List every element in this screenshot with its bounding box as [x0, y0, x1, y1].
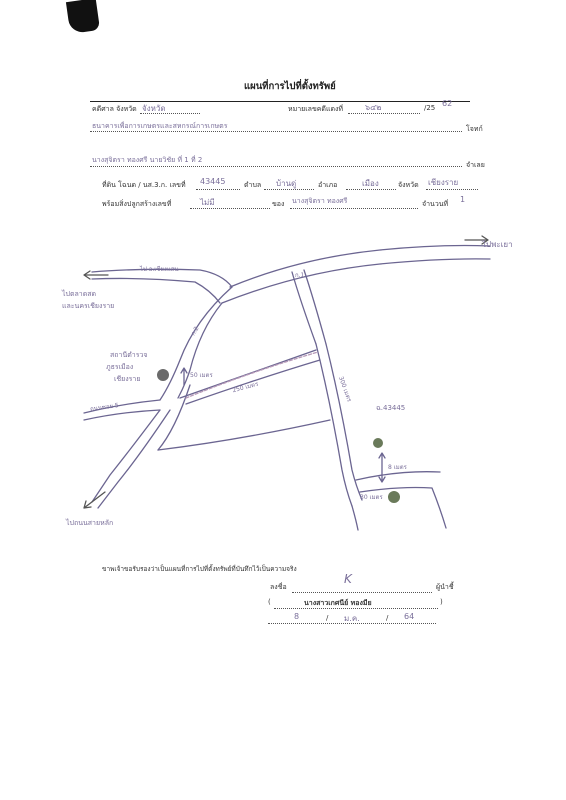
- open-paren: (: [268, 598, 271, 606]
- road-inner-bottom: [158, 420, 330, 450]
- defendant-label: จำเลย: [466, 161, 485, 169]
- map-label-temple: สถานีตำรวจ: [110, 351, 148, 359]
- map-label-dist-30: 30 เมตร: [360, 494, 383, 501]
- building-value: ไม่มี: [200, 198, 215, 207]
- amphoe-value: เมือง: [362, 179, 379, 188]
- dotline: [274, 608, 438, 609]
- arrow-bottom-left: [84, 492, 105, 508]
- plaintiff-label: โจทก์: [466, 125, 483, 133]
- close-paren: ): [440, 598, 443, 606]
- road-bottom-right-3: [352, 506, 358, 530]
- date-sep-2: /: [386, 614, 389, 622]
- map-label-road-a2: ก.2: [189, 325, 201, 338]
- defendant-value: นางสุจิตรา ทองศรี นายวิชัย ที่ 1 ที่ 2: [92, 156, 203, 164]
- count-value: 1: [460, 195, 466, 204]
- road-top-left-lower: [92, 278, 220, 303]
- date-sep-1: /: [326, 614, 329, 622]
- dotline: [292, 592, 432, 593]
- map-label-bottom-left: ไปถนนสายหลัก: [66, 519, 114, 527]
- case-number-value: ๖๔๒: [365, 103, 382, 112]
- road-vertical-1: [292, 272, 316, 344]
- map-label-dist-250: 250 เมตร: [231, 380, 260, 395]
- road-bottom-right-1: [356, 472, 440, 480]
- map-label-left-top-2: และนครเชียงราย: [62, 302, 115, 310]
- sign-label: ลงชื่อ: [270, 583, 287, 591]
- map-label-dist-500: 300 เมตร: [336, 375, 353, 403]
- map-label-temple-2: ภูธรเมือง: [106, 363, 134, 371]
- building-label: พร้อมสิ่งปลูกสร้างเลขที่: [102, 200, 172, 208]
- certify-text: ขาพเจ้าขอรับรองว่าเป็นแผนที่การไปที่ตั้งทรัพย์ที่บันทึกไว้เป็นความจริง: [102, 565, 297, 573]
- tambon-value: บ้านดู่: [276, 179, 297, 188]
- land-number-value: 43445: [200, 177, 226, 186]
- land-marker-icon: [373, 438, 383, 448]
- signature: K: [344, 572, 352, 586]
- case-year-value: 62: [442, 99, 453, 108]
- map-label-dist-50: 50 เมตร: [190, 372, 213, 379]
- map-label-left-top: ไปตลาดสด: [62, 290, 97, 298]
- map-label-temple-3: เชียงราย: [114, 375, 141, 383]
- date-year: 64: [404, 612, 415, 621]
- map-label-land: ฉ.43445: [376, 404, 406, 412]
- dotline: [268, 623, 436, 624]
- map-label-to-phayao: ไปพะเยา: [482, 240, 513, 249]
- land-label: ที่ดิน โฉนด / นส.3.ก. เลขที่: [102, 181, 186, 189]
- map-label-to-chiangsaen: ไป อ.เชียงแสน: [140, 266, 179, 273]
- case-province-value: จังหวัด: [142, 104, 166, 113]
- road-bottom-left-2: [98, 410, 170, 508]
- tambon-label: ตำบล: [244, 181, 262, 189]
- of-value: นางสุจิตรา ทองศรี: [292, 197, 348, 205]
- temple-marker-icon: [157, 369, 169, 381]
- signer-role: ผู้นำชี้: [436, 583, 454, 591]
- of-label: ของ: [272, 200, 285, 208]
- road-main-top-lower: [222, 259, 490, 303]
- road-bottom-left-1: [92, 410, 160, 502]
- signer-name: นางสาวเกศนีย์ ทองมีย: [304, 599, 372, 607]
- date-day: 8: [294, 612, 300, 621]
- case-year-label: /25: [424, 104, 436, 112]
- road-vertical-2: [304, 270, 326, 344]
- date-month: ม.ค.: [344, 614, 360, 623]
- changwat-value: เชียงราย: [428, 178, 459, 187]
- case-court-label: คดีศาล จังหวัด: [92, 105, 137, 113]
- map-label-road-a1: ก.1: [295, 272, 305, 279]
- amphoe-label: อำเภอ: [318, 181, 338, 189]
- house-marker-icon: [388, 491, 400, 503]
- case-number-label: หมายเลขคดีแดงที่: [288, 105, 344, 113]
- distance-arrow-left: [181, 368, 187, 385]
- document-title: แผนที่การไปที่ตั้งทรัพย์: [244, 81, 336, 92]
- plaintiff-value: ธนาคารเพื่อการเกษตรและสหกรณ์การเกษตร: [92, 122, 228, 130]
- road-vertical-3: [316, 344, 352, 506]
- distance-arrow-vertical: [379, 453, 385, 482]
- count-label: จำนวนที่: [422, 200, 449, 208]
- map-label-road-left: ถนนซอย 5: [89, 402, 120, 413]
- map-label-dist-8: 8 เมตร: [388, 464, 407, 471]
- changwat-label: จังหวัด: [398, 181, 419, 189]
